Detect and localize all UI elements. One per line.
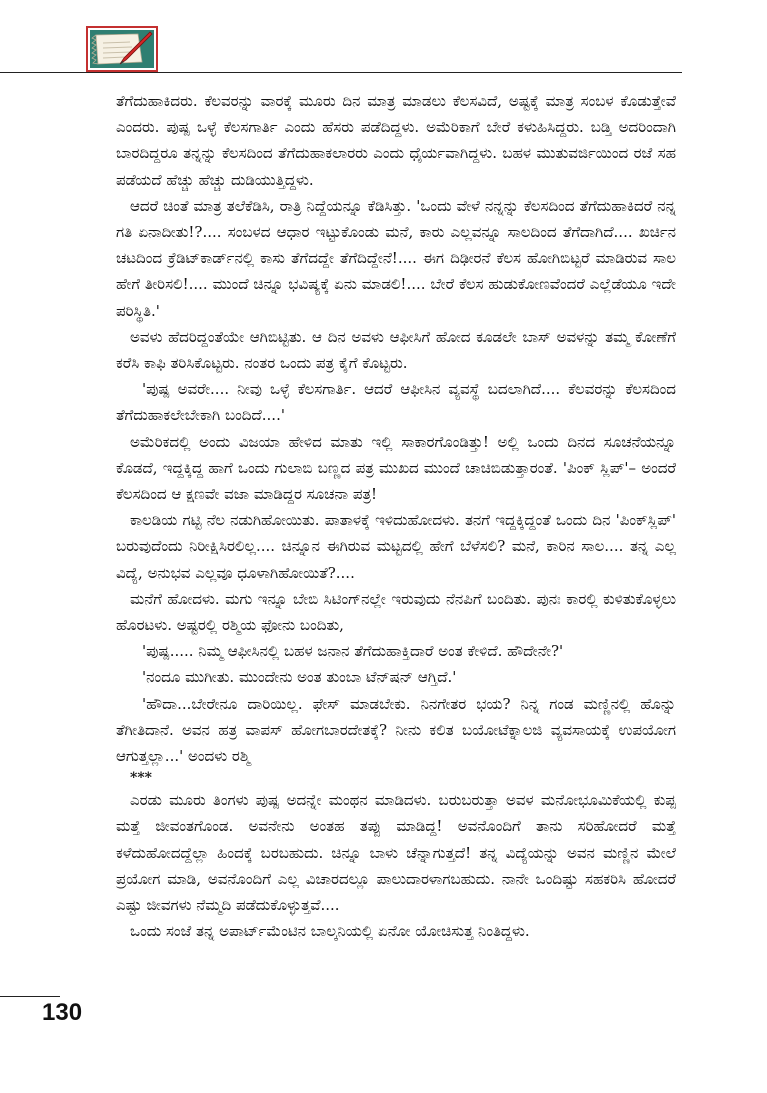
paragraph: ಅವಳು ಹೆದರಿದ್ದಂತೆಯೇ ಆಗಿಬಿಟ್ಟಿತು. ಆ ದಿನ ಅವಳು ಆಫೀಸಿಗೆ ಹೋದ ಕೂಡಲೇ ಬಾಸ್ ಅವಳನ್ನು ತಮ್ಮ ಕೋಣೆಗೆ ಕರೆಸಿ ಕಾಫಿ ತರಿಸಿಕೊಟ್ಟರು. ನಂತರ ಒಂದು ಪತ್ರ ಕೈಗೆ ಕೊಟ್ಟರು. <box>116 327 676 373</box>
paragraph: ಆದರೆ ಚಿಂತೆ ಮಾತ್ರ ತಲೆಕೆಡಿಸಿ, ರಾತ್ರಿ ನಿದ್ದೆಯನ್ನೂ ಕೆಡಿಸಿತ್ತು. 'ಒಂದು ವೇಳೆ ನನ್ನನ್ನು ಕೆಲಸದಿಂದ ತೆಗೆದುಹಾಕಿದರೆ ನನ್ನ ಗತಿ ಏನಾದೀತು!?.... ಸಂಬಳದ ಆಧಾರ ಇಟ್ಟುಕೊಂಡು ಮನೆ, ಕಾರು ಎಲ್ಲವನ್ನೂ ಸಾಲದಿಂದ ತೆಗೆದಾಗಿದೆ.... ಖರ್ಚಿನ ಚಟದಿಂದ ಕ್ರೆಡಿಟ್‌ಕಾರ್ಡ್‌ನಲ್ಲಿ ಕಾಸು ತೆಗೆದದ್ದೇ ತೆಗೆದಿದ್ದೇನೆ!.... ಈಗ ದಿಢೀರನೆ ಕೆಲಸ ಹೋಗಿಬಿಟ್ಟರೆ ಮಾಡಿರುವ ಸಾಲ ಹೇಗೆ ತೀರಿಸಲಿ!.... ಮುಂದೆ ಚಿನ್ನೂ ಭವಿಷ್ಯಕ್ಕೆ ಏನು ಮಾಡಲಿ!.... ಬೇರೆ ಕೆಲಸ ಹುಡುಕೋಣವೆಂದರೆ ಎಲ್ಲೆಡೆಯೂ ಇದೇ ಪರಿಸ್ಥಿತಿ.' <box>116 196 676 320</box>
body-text <box>116 88 676 945</box>
paragraph: 'ಹೌದಾ...ಬೇರೇನೂ ದಾರಿಯಿಲ್ಲ. ಫೇಸ್ ಮಾಡಬೇಕು. ನಿನಗೇತರ ಭಯ? ನಿನ್ನ ಗಂಡ ಮಣ್ಣಿನಲ್ಲಿ ಹೊನ್ನು ತೆಗೀತಿದಾನೆ. ಅವನ ಹತ್ರ ವಾಪಸ್ ಹೋಗಬಾರದೇತಕ್ಕೆ? ನೀನು ಕಲಿತ ಬಯೋಟೆಕ್ನಾಲಜಿ ವ್ಯವಸಾಯಕ್ಕೆ ಉಪಯೋಗ ಆಗುತ್ತಲ್ಲಾ...' ಅಂದಳು ರಶ್ಮಿ <box>116 694 676 766</box>
footer-rule <box>0 996 60 997</box>
paragraph: ತೆಗೆದುಹಾಕಿದರು. ಕೆಲವರನ್ನು ವಾರಕ್ಕೆ ಮೂರು ದಿನ ಮಾತ್ರ ಮಾಡಲು ಕೆಲಸವಿದೆ, ಅಷ್ಟಕ್ಕೆ ಮಾತ್ರ ಸಂಬಳ ಕೊಡುತ್ತೇವೆ ಎಂದರು. ಪುಷ್ಪ ಒಳ್ಳೆ ಕೆಲಸಗಾರ್ತಿ ಎಂದು ಹೆಸರು ಪಡೆದಿದ್ದಳು. ಅಮೆರಿಕಾಗೆ ಬೇರೆ ಕಳುಹಿಸಿದ್ದರು. ಬಡ್ತಿ ಅದರಿಂದಾಗಿ ಬಾರದಿದ್ದರೂ ತನ್ನನ್ನು ಕೆಲಸದಿಂದ ತೆಗೆದುಹಾಕಲಾರರು ಎಂದು ಧೈರ್ಯವಾಗಿದ್ದಳು. ಬಹಳ ಮುತುವರ್ಜಿಯಿಂದ ರಜೆ ಸಹ ಪಡೆಯದೆ ಹೆಚ್ಚು ಹೆಚ್ಚು ದುಡಿಯುತ್ತಿದ್ದಳು. <box>116 92 676 189</box>
paragraph: ಕಾಲಡಿಯ ಗಟ್ಟಿ ನೆಲ ನಡುಗಿಹೋಯಿತು. ಪಾತಾಳಕ್ಕೆ ಇಳಿದುಹೋದಳು. ತನಗೆ ಇದ್ದಕ್ಕಿದ್ದಂತೆ ಒಂದು ದಿನ 'ಪಿಂಕ್‌ಸ್ಲಿಪ್' ಬರುವುದೆಂದು ನಿರೀಕ್ಷಿಸಿರಲಿಲ್ಲ.... ಚಿನ್ನೂನ ಈಗಿರುವ ಮಟ್ಟದಲ್ಲಿ ಹೇಗೆ ಬೆಳೆಸಲಿ? ಮನೆ, ಕಾರಿನ ಸಾಲ.... ತನ್ನ ಎಲ್ಲ ವಿದ್ಯೆ, ಅನುಭವ ಎಲ್ಲವೂ ಧೂಳಾಗಿಹೋಯಿತೆ?.... <box>116 511 676 582</box>
section-separator: *** <box>130 770 152 787</box>
paragraph: ಒಂದು ಸಂಜೆ ತನ್ನ ಅಪಾರ್ಟ್‌ಮೆಂಟಿನ ಬಾಲ್ಕನಿಯಲ್ಲಿ ಏನೋ ಯೋಚಿಸುತ್ತ ನಿಂತಿದ್ದಳು. <box>130 922 530 941</box>
paragraph: ಮನೆಗೆ ಹೋದಳು. ಮಗು ಇನ್ನೂ ಬೇಬಿ ಸಿಟಿಂಗ್‌ನಲ್ಲೇ ಇರುವುದು ನೆನಪಿಗೆ ಬಂದಿತು. ಪುನಃ ಕಾರಲ್ಲಿ ಕುಳಿತುಕೊಳ್ಳಲು ಹೊರಟಳು. ಅಷ್ಟರಲ್ಲಿ ರಶ್ಮಿಯ ಫೋನು ಬಂದಿತು, <box>116 589 676 635</box>
page-number: 130 <box>42 999 83 1026</box>
paragraph: 'ಪುಷ್ಪ ಅವರೇ.... ನೀವು ಒಳ್ಳೆ ಕೆಲಸಗಾರ್ತಿ. ಆದರೆ ಆಫೀಸಿನ ವ್ಯವಸ್ಥೆ ಬದಲಾಗಿದೆ.... ಕೆಲವರನ್ನು ಕೆಲಸದಿಂದ ತೆಗೆದುಹಾಕಲೇಬೇಕಾಗಿ ಬಂದಿದೆ....' <box>116 380 676 425</box>
paragraph: 'ಪುಷ್ಪ..... ನಿಮ್ಮ ಆಫೀಸಿನಲ್ಲಿ ಬಹಳ ಜನಾನ ತೆಗೆದುಹಾಕ್ತಿದಾರೆ ಅಂತ ಕೇಳಿದೆ. ಹೌದೇನೇ?' <box>142 642 564 661</box>
paragraph: ಎರಡು ಮೂರು ತಿಂಗಳು ಪುಷ್ಪ ಅದನ್ನೇ ಮಂಥನ ಮಾಡಿದಳು. ಬರುಬರುತ್ತಾ ಅವಳ ಮನೋಭೂಮಿಕೆಯಲ್ಲಿ ಕುಪ್ಪ ಮತ್ತೆ ಜೀವಂತಗೊಂಡ. ಅವನೇನು ಅಂತಹ ತಪ್ಪು ಮಾಡಿದ್ದ! ಅವನೊಂದಿಗೆ ತಾನು ಸರಿಹೋದರೆ ಮತ್ತೆ ಕಳೆದುಹೋದದ್ದೆಲ್ಲಾ ಹಿಂದಕ್ಕೆ ಬರಬಹುದು. ಚಿನ್ನೂ ಬಾಳು ಚೆನ್ನಾಗುತ್ತದೆ! ತನ್ನ ವಿದ್ಯೆಯನ್ನು ಅವನ ಮಣ್ಣಿನ ಮೇಲೆ ಪ್ರಯೋಗ ಮಾಡಿ, ಅವನೊಂದಿಗೆ ಎಲ್ಲ ವಿಚಾರದಲ್ಲೂ ಪಾಲುದಾರಳಾಗಬಹುದು. ನಾನೇ ಒಂದಿಷ್ಟು ಸಹಕರಿಸಿ ಹೋದರೆ ಎಷ್ಟು ಜೀವಗಳು ನೆಮ್ಮದಿ ಪಡೆದುಕೊಳ್ಳುತ್ತವೆ.... <box>116 791 676 915</box>
paragraph: ಅಮೆರಿಕದಲ್ಲಿ ಅಂದು ವಿಜಯಾ ಹೇಳಿದ ಮಾತು ಇಲ್ಲಿ ಸಾಕಾರಗೊಂಡಿತ್ತು! ಅಲ್ಲಿ ಒಂದು ದಿನದ ಸೂಚನೆಯನ್ನೂ ಕೊಡದೆ, ಇದ್ದಕ್ಕಿದ್ದ ಹಾಗೆ ಒಂದು ಗುಲಾಬಿ ಬಣ್ಣದ ಪತ್ರ ಮುಖದ ಮುಂದೆ ಚಾಚಿಬಿಡುತ್ತಾರಂತೆ. 'ಪಿಂಕ್ ಸ್ಲಿಪ್'– ಅಂದರೆ ಕೆಲಸದಿಂದ ಆ ಕ್ಷಣವೇ ವಜಾ ಮಾಡಿದ್ದರ ಸೂಚನಾ ಪತ್ರ! <box>116 432 676 504</box>
notebook-pen-icon <box>86 26 158 72</box>
header-rule <box>0 72 682 73</box>
paragraph: 'ನಂದೂ ಮುಗೀತು. ಮುಂದೇನು ಅಂತ ತುಂಬಾ ಟೆನ್‌ಷನ್ ಆಗ್ತಿದೆ.' <box>142 668 457 687</box>
